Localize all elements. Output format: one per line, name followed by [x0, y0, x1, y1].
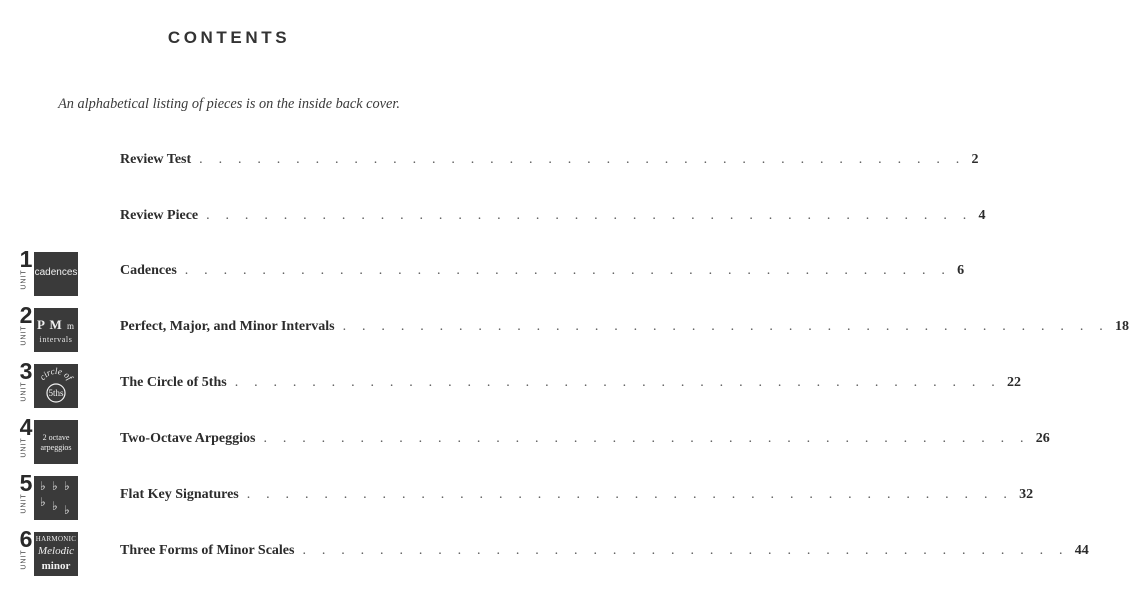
box-line-2: Melodic — [37, 545, 75, 557]
box-text: cadences — [34, 267, 78, 278]
box-line-2: arpeggios — [40, 443, 72, 452]
unit-label: UNIT — [20, 492, 28, 514]
subtitle-note: An alphabetical listing of pieces is on the inside back cover. — [58, 96, 400, 112]
intervals-icon — [34, 308, 78, 352]
arc-text: circle of — [37, 365, 75, 382]
entry-title: Flat Key Signatures — [120, 487, 239, 502]
toc-entry-review-piece[interactable] — [120, 204, 986, 224]
entry-page-number: 22 — [1007, 375, 1021, 390]
unit-label: UNIT — [20, 268, 28, 290]
unit-label: UNIT — [20, 324, 28, 346]
box-pm-text: P M m — [36, 317, 76, 332]
toc-entry-review-test[interactable] — [120, 148, 979, 168]
flat-icon: ♭ — [64, 503, 70, 517]
entry-page-number: 18 — [1114, 319, 1129, 334]
unit-4-marker — [18, 414, 108, 466]
toc-entry-minor-scales[interactable] — [120, 539, 1089, 559]
flat-icon: ♭ — [52, 499, 58, 513]
entry-title: Review Test — [120, 152, 192, 167]
entry-title: Review Piece — [120, 208, 199, 223]
toc-entry-arpeggios[interactable] — [120, 427, 1050, 447]
unit-number: 6 — [19, 526, 33, 552]
unit-2-marker — [18, 302, 108, 354]
page-title: CONTENTS — [167, 28, 291, 47]
flat-icon: ♭ — [64, 479, 70, 493]
dot-leader: . . . . . . . . . . . . . . . . . . . . . . . . . . . . . . . . . . . . . . . . — [263, 431, 1030, 446]
cadences-icon — [34, 252, 78, 296]
entry-page-number: 4 — [978, 208, 986, 223]
box-line-1: 2 octave — [42, 433, 70, 442]
dot-leader: . . . . . . . . . . . . . . . . . . . . . . . . . . . . . . . . . . . . . . . . — [206, 208, 973, 223]
entry-title: Two-Octave Arpeggios — [120, 431, 256, 446]
unit-number: 3 — [19, 358, 33, 384]
unit-number: 4 — [19, 414, 33, 440]
entry-title: The Circle of 5ths — [120, 375, 227, 390]
entry-title: Three Forms of Minor Scales — [120, 543, 295, 558]
unit-label: UNIT — [20, 380, 28, 402]
arpeggios-icon — [34, 420, 78, 464]
flat-icon: ♭ — [40, 495, 46, 509]
toc-entry-circle-of-fifths[interactable] — [120, 371, 1021, 391]
unit-number: 5 — [19, 470, 33, 496]
dot-leader: . . . . . . . . . . . . . . . . . . . . . . . . . . . . . . . . . . . . . . . . — [342, 319, 1109, 334]
unit-label: UNIT — [20, 548, 28, 570]
dot-leader: . . . . . . . . . . . . . . . . . . . . . . . . . . . . . . . . . . . . . . . . — [199, 152, 966, 167]
entry-page-number: 44 — [1074, 543, 1089, 558]
toc-entry-flat-keys[interactable] — [120, 483, 1034, 503]
flat-icon: ♭ — [40, 479, 46, 493]
flat-icon: ♭ — [52, 479, 58, 493]
flat-signs-icon — [34, 476, 78, 520]
entry-title: Perfect, Major, and Minor Intervals — [120, 319, 335, 334]
unit-number: 2 — [19, 302, 33, 328]
entry-page-number: 2 — [971, 152, 979, 167]
circle-center-text: 5ths — [48, 388, 64, 398]
unit-1-marker — [18, 246, 108, 298]
unit-label: UNIT — [20, 436, 28, 458]
unit-5-marker — [18, 470, 108, 522]
entry-title: Cadences — [120, 263, 177, 278]
unit-number: 1 — [19, 246, 33, 272]
toc-entry-cadences[interactable] — [120, 259, 965, 279]
entry-page-number: 32 — [1019, 487, 1034, 502]
box-sub-text: intervals — [39, 335, 73, 344]
entry-page-number: 26 — [1035, 431, 1050, 446]
toc-entry-intervals[interactable] — [120, 315, 1129, 335]
dot-leader: . . . . . . . . . . . . . . . . . . . . . . . . . . . . . . . . . . . . . . . . — [246, 487, 1014, 502]
unit-3-marker — [18, 358, 108, 410]
unit-6-marker — [18, 526, 108, 578]
minor-scales-icon — [34, 532, 78, 576]
box-line-1: HARMONIC — [35, 535, 77, 543]
box-line-3: minor — [41, 560, 71, 572]
dot-leader: . . . . . . . . . . . . . . . . . . . . . . . . . . . . . . . . . . . . . . . . — [234, 375, 1001, 390]
svg-text:circle of — [37, 366, 75, 383]
circle-of-fifths-icon — [34, 364, 78, 408]
dot-leader: . . . . . . . . . . . . . . . . . . . . . . . . . . . . . . . . . . . . . . . . — [184, 263, 952, 278]
entry-page-number: 6 — [957, 263, 965, 278]
dot-leader: . . . . . . . . . . . . . . . . . . . . . . . . . . . . . . . . . . . . . . . . — [302, 543, 1069, 558]
